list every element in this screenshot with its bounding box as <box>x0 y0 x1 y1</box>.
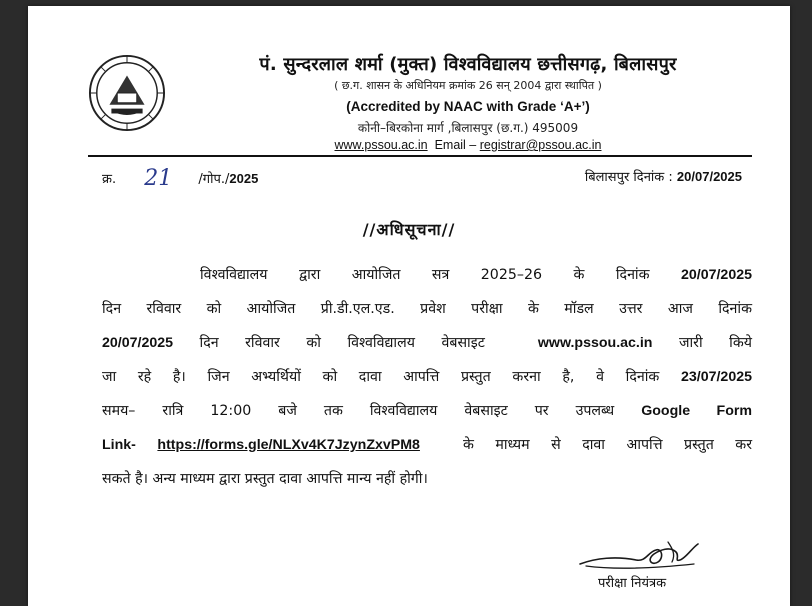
date-label: बिलासपुर दिनांक : <box>584 170 673 185</box>
university-logo-emblem <box>88 54 166 132</box>
email-link[interactable]: registrar@pssou.ac.in <box>479 138 602 152</box>
website-link[interactable]: www.pssou.ac.in <box>334 138 428 152</box>
body-line-2: दिन रविवार को आयोजित प्री.डी.एल.एड. प्रवेश परीक्षा के मॉडल उत्तर आज दिनांक <box>102 301 752 317</box>
date-value: 20/07/2025 <box>676 169 742 184</box>
university-name: पं. सुन्दरलाल शर्मा (मुक्त) विश्वविद्यालय छत्तीसगढ़, बिलासपुर <box>259 54 677 75</box>
notice-title: //अधिसूचना// <box>362 220 456 239</box>
dateline <box>585 167 742 185</box>
signatory-designation: परीक्षा नियंत्रक <box>598 576 667 591</box>
reference-number <box>102 164 258 189</box>
accreditation-line: (Accredited by NAAC with Grade ‘A+’) <box>346 99 590 114</box>
body-line-1: विश्वविद्यालय द्वारा आयोजित सत्र 2025–26 के दिनांक 20/07/2025 <box>200 267 752 283</box>
body-line-3: 20/07/2025 दिन रविवार को विश्वविद्यालय वेबसाइट www.pssou.ac.in जारी किये <box>102 335 752 351</box>
google-form-link[interactable]: https://forms.gle/NLXv4K7JzynZxvPM8 <box>157 437 420 453</box>
email-label: Email – <box>434 138 477 152</box>
reference-year: 2025 <box>229 171 259 186</box>
contact-line <box>188 138 748 152</box>
body-line-5: समय– रात्रि 12:00 बजे तक विश्वविद्यालय वेबसाइट पर उपलब्ध Google Form <box>102 403 752 419</box>
body-website: www.pssou.ac.in <box>537 335 653 351</box>
body-line-7: सकते है। अन्य माध्यम द्वारा प्रस्तुत दावा आपत्ति मान्य नहीं होगी। <box>102 471 428 487</box>
body-line-6: Link- https://forms.gle/NLXv4K7JzynZxvPM8 के माध्यम से दावा आपत्ति प्रस्तुत कर <box>102 437 752 453</box>
university-address: कोनी–बिरकोना मार्ग ,बिलासपुर (छ.ग.) 495009 <box>357 121 579 135</box>
body-line-4: जा रहे है। जिन अभ्यर्थियों को दावा आपत्ति प्रस्तुत करना है, वे दिनांक 23/07/2025 <box>102 369 752 385</box>
establishment-note: ( छ.ग. शासन के अधिनियम क्रमांक 26 सन् 2004 द्वारा स्थापित ) <box>334 79 602 92</box>
notice-body <box>102 258 752 496</box>
reference-prefix: क्र. <box>102 172 117 187</box>
handwritten-signature <box>576 534 716 578</box>
header-divider <box>88 155 752 157</box>
reference-suffix: /गोप./ <box>198 172 230 187</box>
reference-handwritten-number: 21 <box>144 166 173 191</box>
notification-document <box>28 6 790 606</box>
